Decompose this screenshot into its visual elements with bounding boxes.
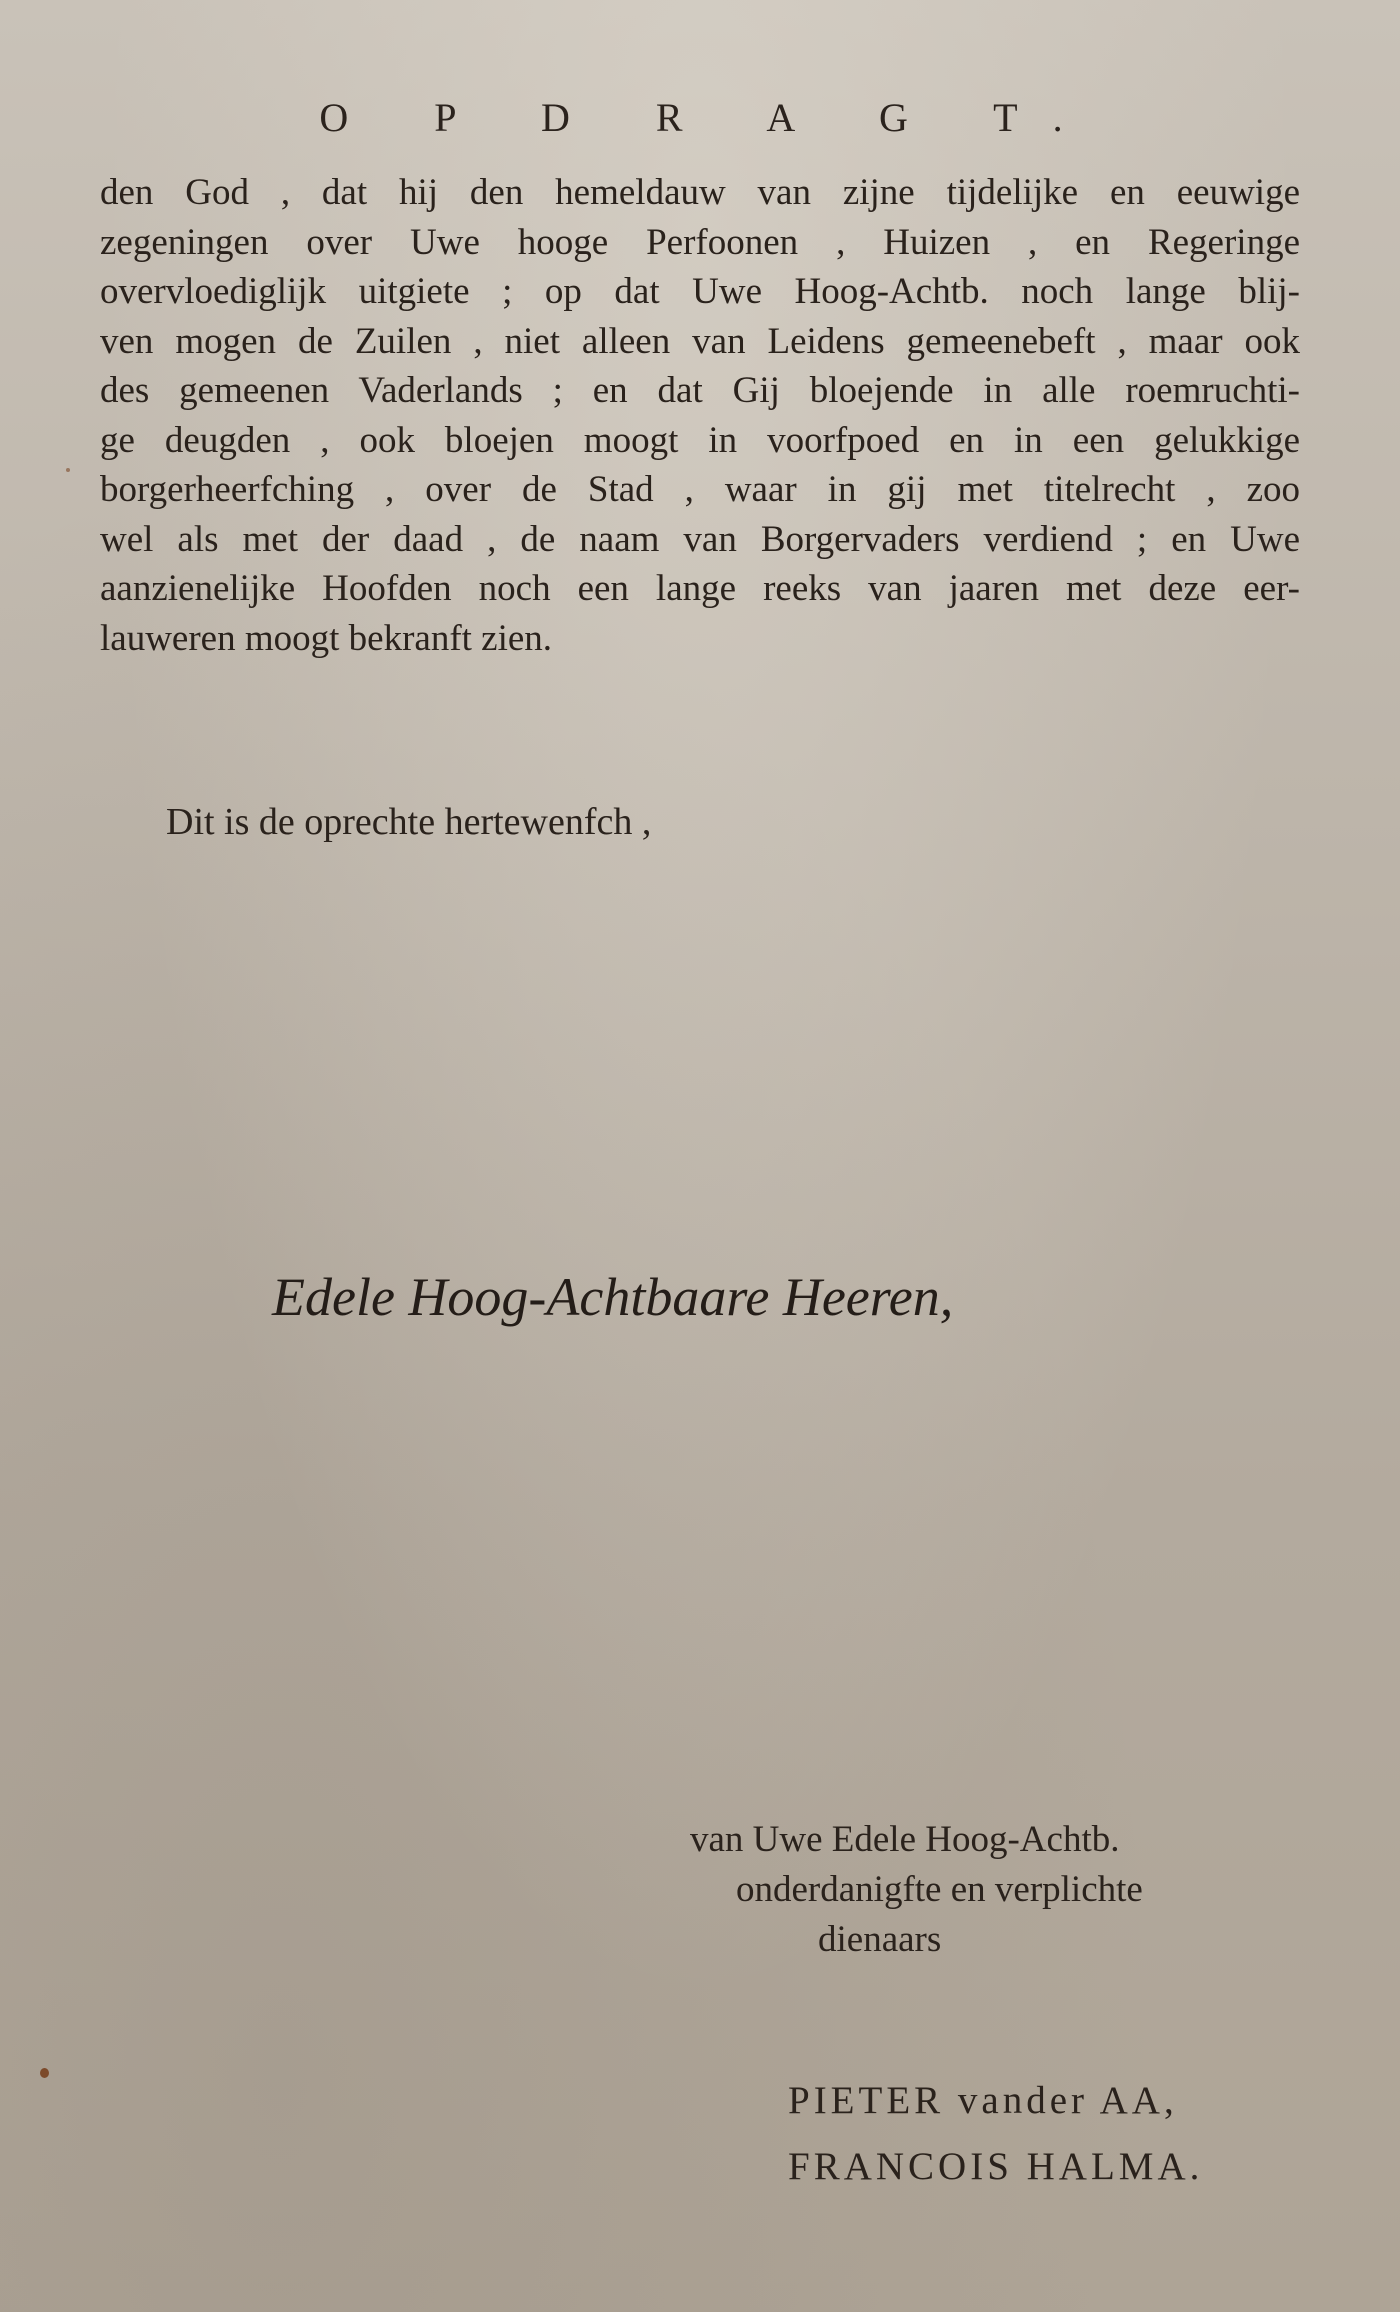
body-line: ge deugden , ook bloejen moogt in voorfpoed en in een gelukkige [100,419,1300,461]
closing-line: Dit is de oprechte hertewenfch , [166,801,652,843]
signatory-name: FRANCOIS HALMA. [788,2145,1204,2188]
body-line: wel als met der daad , de naam van Borgervaders verdiend ; en Uwe [100,518,1300,560]
body-line: ven mogen de Zuilen , niet alleen van Leidens gemeenebeft , maar ook [100,320,1300,362]
subscription-line: van Uwe Edele Hoog-Achtb. [690,1819,1120,1860]
body-line: overvloediglijk uitgiete ; op dat Uwe Hoog-Achtb. noch lange blij- [100,271,1300,312]
salutation: Edele Hoog-Achtbaare Heeren, [272,1267,954,1327]
dedication-body [100,168,1300,663]
body-line: den God , dat hij den hemeldauw van zijne tijdelijke en eeuwige [100,172,1300,213]
body-line: borgerheerfching , over de Stad , waar in gij met titelrecht , zoo [100,469,1300,510]
subscription-line: onderdanigfte en verplichte [736,1869,1143,1910]
body-line: des gemeenen Vaderlands ; en dat Gij bloejende in alle roemruchti- [100,370,1300,411]
running-head: O P D R A G T. [319,95,1101,140]
signatories-block [788,2068,1203,2200]
signatory-name: PIETER vander AA, [788,2079,1178,2122]
body-line: aanzienelijke Hoofden noch een lange reeks van jaaren met deze eer- [100,568,1300,609]
ink-spot [40,2068,49,2078]
subscription-line: dienaars [818,1919,942,1960]
ink-spot [66,468,70,472]
body-line: zegeningen over Uwe hooge Perfoonen , Huizen , en Regeringe [100,221,1300,263]
subscription-block [690,1815,1250,1965]
body-line: lauweren moogt bekranft zien. [100,617,553,659]
